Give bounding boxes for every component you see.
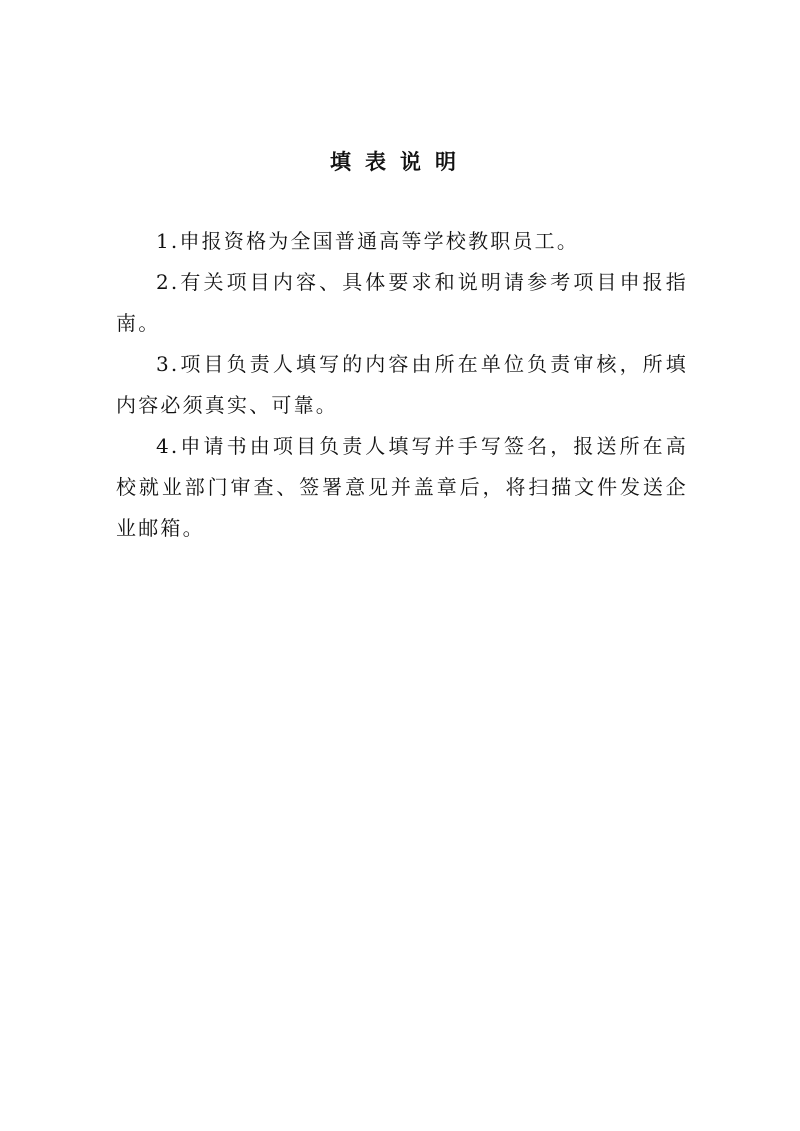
instruction-item-1: 1.申报资格为全国普通高等学校教职员工。 — [156, 229, 580, 253]
page-title: 填表说明 — [330, 150, 470, 174]
instruction-item-3: 3.项目负责人填写的内容由所在单位负责审核，所填内容必须真实、可靠。 — [116, 352, 688, 417]
instruction-item-2: 2.有关项目内容、具体要求和说明请参考项目申报指南。 — [116, 270, 688, 335]
instruction-item-4: 4.申请书由项目负责人填写并手写签名，报送所在高校就业部门审查、签署意见并盖章后，将扫描文件发送企业邮箱。 — [116, 434, 688, 540]
instructions-body — [116, 221, 688, 549]
